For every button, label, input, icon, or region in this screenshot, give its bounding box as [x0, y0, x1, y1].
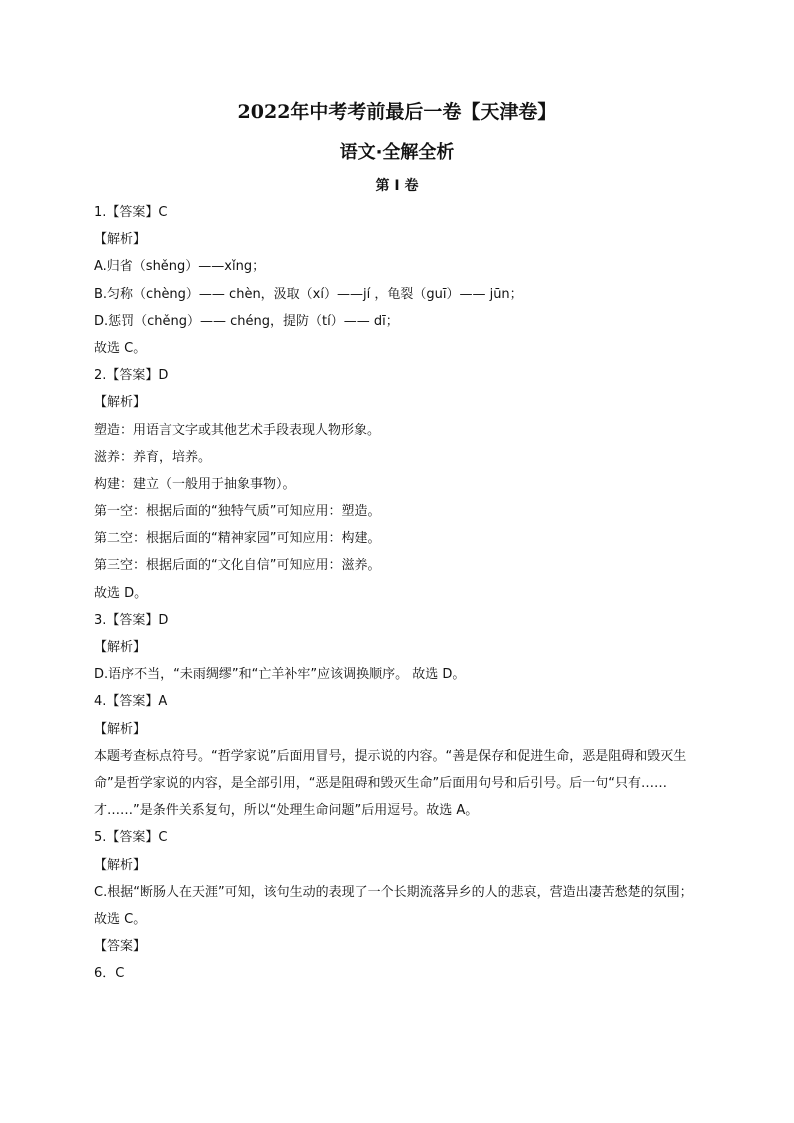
answer-line: 6．C: [94, 966, 125, 982]
document-subtitle: 语文·全解全析: [339, 142, 455, 163]
answer-body: [94, 199, 704, 988]
section-heading: 第 I 卷: [375, 178, 419, 194]
answer-line: 2.【答案】D: [94, 368, 169, 384]
text-line: 滋养：养育，培养。: [94, 449, 212, 465]
text-line: 故选 C。: [94, 340, 147, 356]
text-line: D.惩罚（chěng）—— chéng，提防（tí）—— dī；: [94, 313, 399, 329]
text-line: 第二空：根据后面的“精神家园”可知应用：构建。: [94, 531, 381, 547]
answer-line: 5.【答案】C: [94, 830, 168, 846]
analysis-label: 【解析】: [94, 232, 147, 248]
text-line: D.语序不当，“未雨绸缪”和“亡羊补牢”应该调换顺序。 故选 D。: [94, 667, 466, 683]
text-line: 塑造：用语言文字或其他艺术手段表现人物形象。: [94, 422, 381, 438]
document-title: 2022年中考考前最后一卷【天津卷】: [237, 101, 557, 123]
text-line: 构建：建立（一般用于抽象事物）。: [94, 476, 296, 492]
text-line: A.归省（shěng）——xǐng；: [94, 259, 266, 275]
answer-line: 4.【答案】A: [94, 694, 168, 710]
text-line: B.匀称（chèng）—— chèn，汲取（xí）——jí ，龟裂（guī）—— jūn；: [94, 286, 523, 302]
analysis-label: 【解析】: [94, 857, 147, 873]
analysis-paragraph: C.根据“断肠人在天涯”可知，该句生动的表现了一个长期流落异乡的人的悲哀，营造出凄苦愁楚的氛围；: [94, 884, 693, 900]
answer-line: 3.【答案】D: [94, 612, 169, 628]
text-line: 第三空：根据后面的“文化自信”可知应用：滋养。: [94, 558, 381, 574]
text-line: 故选 C。: [94, 911, 147, 927]
answer-label: 【答案】: [94, 939, 147, 955]
analysis-paragraph: 本题考查标点符号。“哲学家说”后面用冒号，提示说的内容。“善是保存和促进生命，恶是阻碍和毁灭生命”是哲学家说的内容，是全部引用，“恶是阻碍和毁灭生命”后面用句号和后引号。后一句“只有……才……”是条件关系复句，所以“处理生命问题”后用逗号。故选 A。: [94, 748, 687, 819]
analysis-label: 【解析】: [94, 395, 147, 411]
analysis-label: 【解析】: [94, 640, 147, 655]
answer-line: 1.【答案】C: [94, 205, 168, 220]
text-line: 第一空：根据后面的“独特气质”可知应用：塑造。: [94, 504, 381, 520]
analysis-label: 【解析】: [94, 721, 147, 737]
text-line: 故选 D。: [94, 585, 148, 601]
